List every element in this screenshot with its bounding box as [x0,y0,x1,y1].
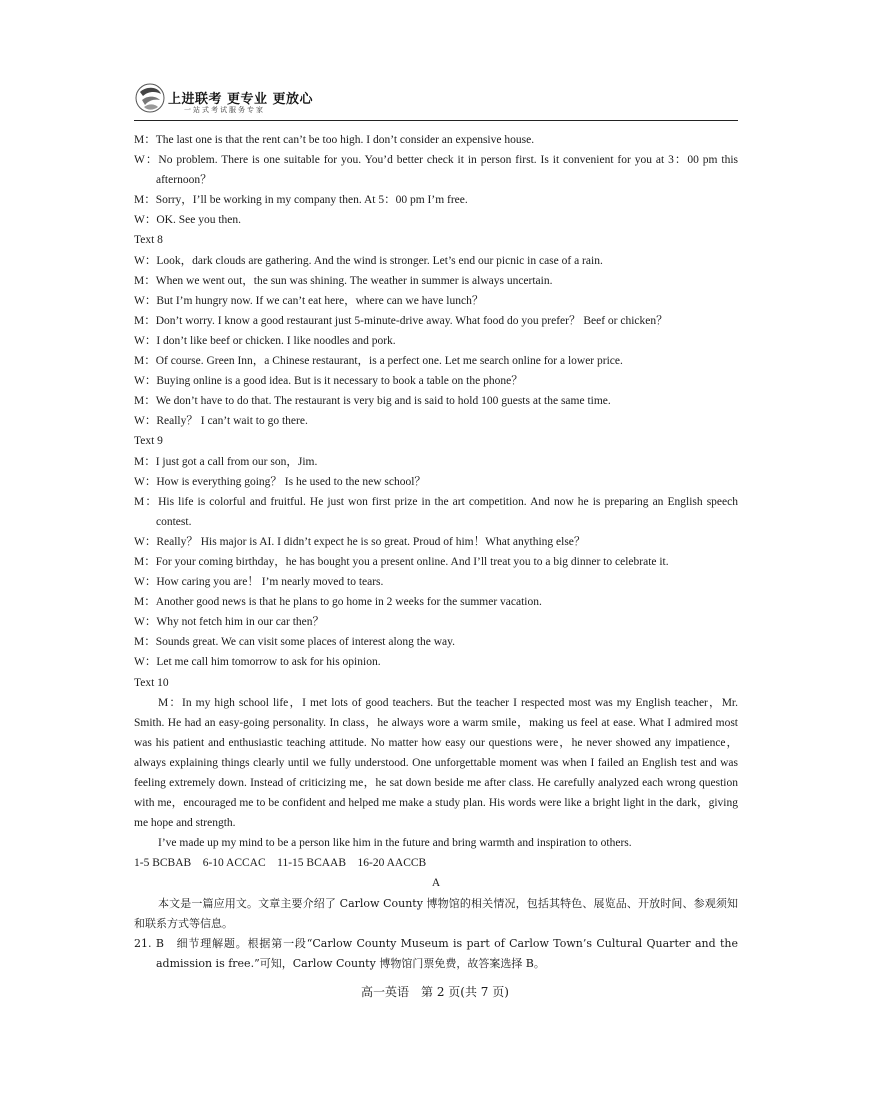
dialogue-line: W：Really？ I can’t wait to go there. [134,415,308,428]
text-heading: Text 9 [134,435,163,448]
header-divider [134,120,738,121]
dialogue-line: W：But I’m hungry now. If we can’t eat here，where can we have lunch？ [134,294,484,307]
page-footer: 高一英语 第 2 页(共 7 页) [361,985,509,999]
dialogue-line: W：Look，dark clouds are gathering. And the wind is stronger. Let’s end our picnic in case of a rain. [134,254,603,267]
monologue-paragraph: I’ve made up my mind to be a person like him in the future and bring warmth and inspiration to others. [158,837,632,850]
dialogue-line: W：Really？ His major is AI. I didn’t expect he is so great. Proud of him！What anything else？ [134,535,586,548]
dialogue-line: M：Another good news is that he plans to go home in 2 weeks for the summer vacation. [134,596,542,609]
dialogue-line: M：Of course. Green Inn，a Chinese restaurant，is a perfect one. Let me search online for a lower price. [134,355,623,368]
text-heading: Text 10 [134,676,169,689]
logo-icon [134,82,166,114]
dialogue-line: M：Sounds great. We can visit some places of interest along the way. [134,636,456,649]
dialogue-line: W：OK. See you then. [134,214,241,227]
page-header [134,82,738,122]
dialogue-line: W：Let me call him tomorrow to ask for his opinion. [134,656,381,669]
dialogue-line: M：His life is colorful and fruitful. He just won first prize in the art competition. And now he is preparing an English speech contest. [134,495,738,528]
dialogue-line: W：How caring you are！ I’m nearly moved to tears. [134,576,384,589]
dialogue-line: W：Why not fetch him in our car then？ [134,616,325,629]
section-heading: A [431,877,441,890]
dialogue-line: W：Buying online is a good idea. But is it necessary to book a table on the phone？ [134,375,523,388]
dialogue-line: M：Sorry，I’ll be working in my company then. At 5：00 pm I’m free. [134,194,468,207]
document-body [134,130,738,974]
passage-intro: 本文是一篇应用文。文章主要介绍了 Carlow County 博物馆的相关情况，包括其特色、展览品、开放时间、参观须知和联系方式等信息。 [134,896,738,930]
dialogue-line: W：I don’t like beef or chicken. I like noodles and pork. [134,334,396,347]
dialogue-line: M：I just got a call from our son，Jim. [134,455,318,468]
answer-explanation: 21. B 细节理解题。根据第一段“Carlow County Museum is part of Carlow Town’s Cultural Quarter and the admission is free.”可知，Carlow County 博物馆门票免费，故答案选择 B。 [134,936,738,970]
dialogue-line: M：The last one is that the rent can’t be too high. I don’t consider an expensive house. [134,134,535,146]
dialogue-line: W：No problem. There is one suitable for you. You’d better check it in person first. Is it convenient for you at 3：00 pm this afternoon？ [134,154,738,187]
header-subtitle: 一站式考试服务专家 [184,106,265,114]
dialogue-line: M：Don’t worry. I know a good restaurant just 5-minute-drive away. What food do you prefer？ Beef or chicken？ [134,314,668,327]
monologue-paragraph: M：In my high school life，I met lots of good teachers. But the teacher I respected most was my English teacher，Mr. Smith. He had an easy-going personality. In class，he always wore a warm smile，making us feel at ease. What I admired most was his patient and enthusiastic teaching attitude. No matter how easy our questions were，he never showed any impatience，always explaining things clearly until we fully understood. One unforgettable moment was when I failed an English test and was feeling extremely down. Instead of criticizing me，he sat down beside me after class. He carefully analyzed each wrong question with me，encouraged me to be confident and helped me make a study plan. His words were like a bright light in the dark，giving me hope and strength. [134,696,738,830]
text-heading: Text 8 [134,234,163,247]
dialogue-line: W：How is everything going？ Is he used to the new school？ [134,475,426,488]
dialogue-line: M：We don’t have to do that. The restaurant is very big and is said to hold 100 guests at the same time. [134,395,611,408]
dialogue-line: M：For your coming birthday，he has bought you a present online. And I’ll treat you to a big dinner to celebrate it. [134,555,669,568]
dialogue-line: M：When we went out，the sun was shining. The weather in summer is always uncertain. [134,274,553,287]
answer-key: 1-5 BCBAB 6-10 ACCAC 11-15 BCAAB 16-20 AACCB [134,857,427,870]
header-slogan: 上进联考 更专业 更放心 [168,92,314,107]
